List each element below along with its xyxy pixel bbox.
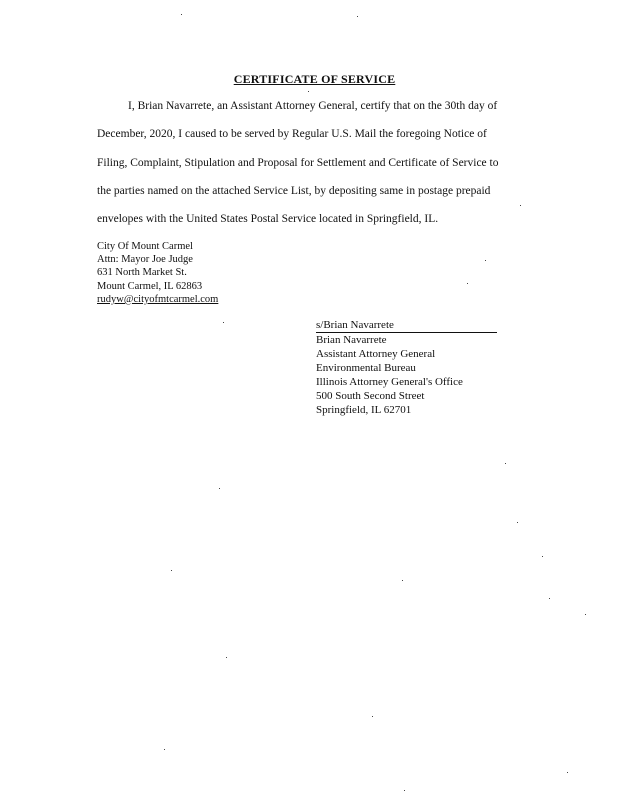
scan-speck	[308, 91, 309, 92]
recipient-city: Mount Carmel, IL 62863	[97, 280, 203, 292]
body-line-2: December, 2020, I caused to be served by Regular U.S. Mail the foregoing Notice of	[97, 128, 487, 140]
recipient-name: City Of Mount Carmel	[97, 241, 193, 252]
scan-speck	[549, 598, 550, 599]
body-line-5: envelopes with the United States Postal Service located in Springfield, IL.	[97, 213, 439, 225]
signer-city: Springfield, IL 62701	[316, 404, 412, 417]
signer-office: Illinois Attorney General's Office	[316, 376, 463, 389]
scan-speck	[520, 205, 521, 206]
scan-speck	[542, 556, 543, 557]
recipient-street: 631 North Market St.	[97, 267, 187, 279]
scan-speck	[585, 614, 586, 615]
scan-speck	[171, 570, 172, 571]
body-line-3: Filing, Complaint, Stipulation and Proposal for Settlement and Certificate of Service to	[97, 157, 499, 169]
scan-speck	[223, 322, 224, 323]
signer-bureau: Environmental Bureau	[316, 362, 416, 375]
scan-speck	[402, 580, 403, 581]
scan-speck	[372, 716, 373, 717]
recipient-email-link[interactable]: rudyw@cityofmtcarmel.com	[97, 293, 219, 305]
scan-speck	[219, 488, 220, 489]
body-line-1: I, Brian Navarrete, an Assistant Attorney General, certify that on the 30th day of	[128, 100, 498, 112]
scan-speck	[181, 14, 182, 15]
page-title: CERTIFICATE OF SERVICE	[233, 72, 396, 86]
body-line-4: the parties named on the attached Service List, by depositing same in postage prepaid	[97, 185, 491, 197]
signer-title: Assistant Attorney General	[316, 348, 436, 361]
signer-street: 500 South Second Street	[316, 390, 425, 403]
recipient-address-block	[97, 240, 218, 306]
signer-name: Brian Navarrete	[316, 334, 387, 346]
scan-speck	[485, 260, 486, 261]
scan-speck	[517, 522, 518, 523]
scan-speck	[164, 749, 165, 750]
scan-speck	[567, 772, 568, 773]
scan-speck	[226, 657, 227, 658]
scan-speck	[404, 790, 405, 791]
signature-block	[316, 318, 497, 418]
scan-speck	[467, 283, 468, 284]
signature-line: s/Brian Navarrete	[316, 319, 497, 333]
recipient-attn: Attn: Mayor Joe Judge	[97, 254, 193, 266]
scan-speck	[357, 16, 358, 17]
scan-speck	[505, 463, 506, 464]
